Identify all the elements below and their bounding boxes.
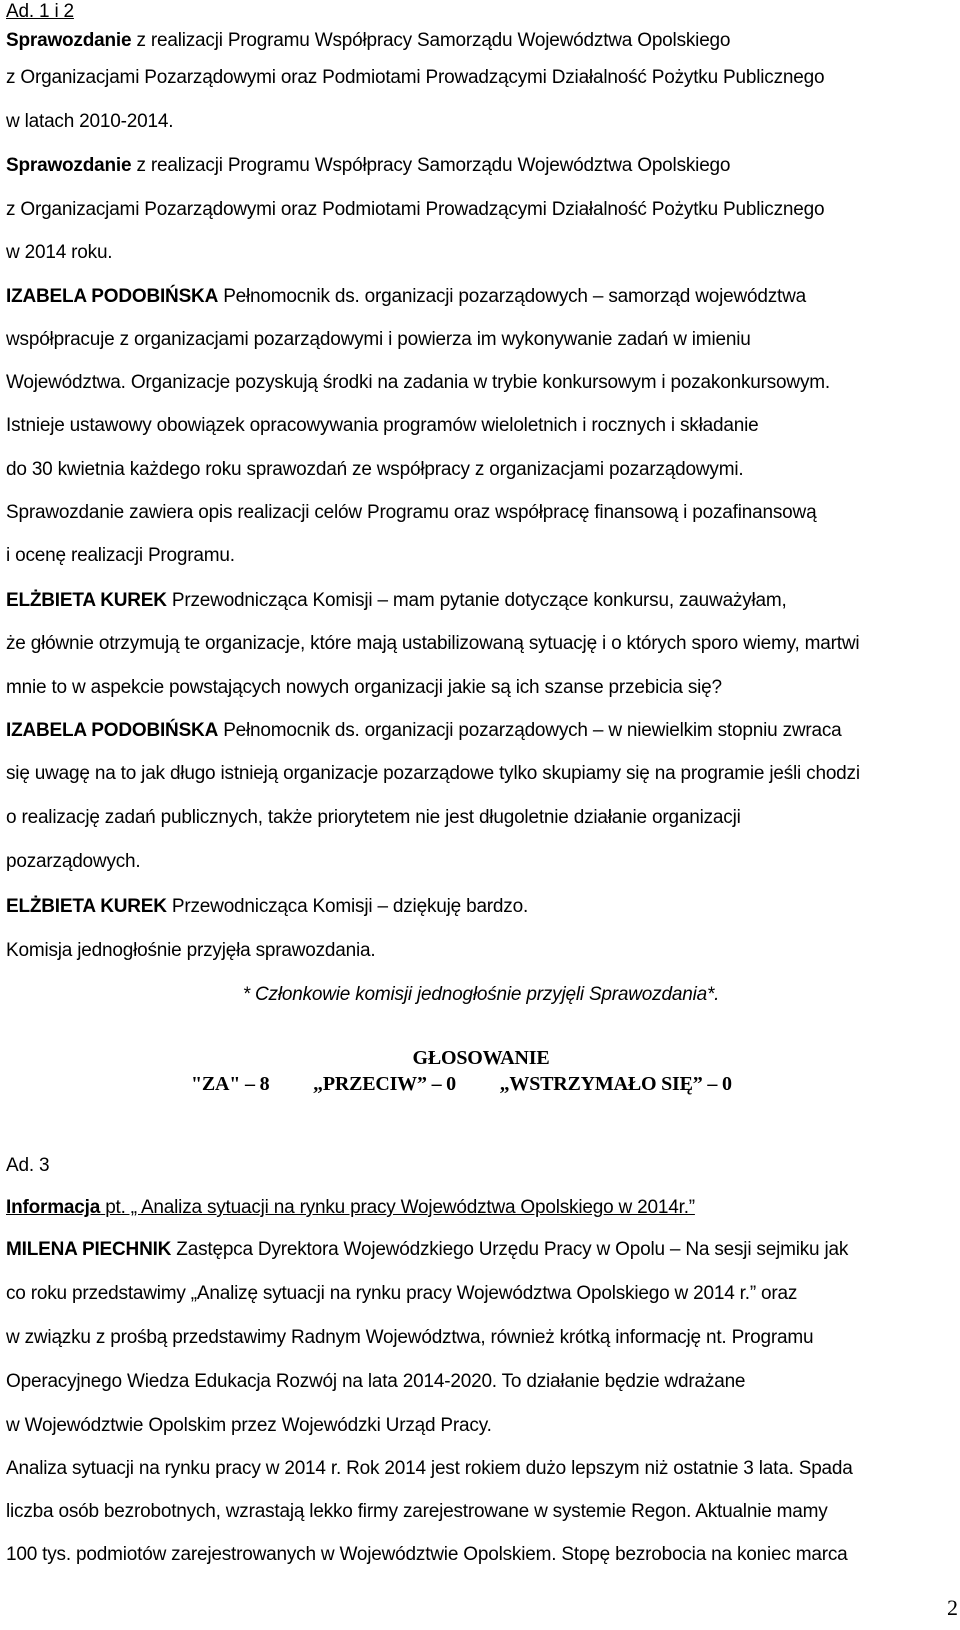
report1-title-bold: Sprawozdanie — [6, 30, 132, 51]
info-label: Informacja — [6, 1197, 101, 1218]
speaker5-line5: w Województwie Opolskim przez Wojewódzki Urząd Pracy. — [6, 1415, 492, 1436]
info-line: Informacja pt. „ Analiza sytuacji na rynku pracy Województwa Opolskiego w 2014r.” — [6, 1197, 695, 1218]
report1-line2: z Organizacjami Pozarządowymi oraz Podmiotami Prowadzącymi Działalność Pożytku Publicznego — [6, 67, 825, 88]
members-note: * Członkowie komisji jednogłośnie przyjęli Sprawozdania*. — [242, 984, 720, 1005]
speaker1-line5: do 30 kwietnia każdego roku sprawozdań ze współpracy z organizacjami pozarządowymi. — [6, 459, 744, 480]
speaker1-line4: Istnieje ustawowy obowiązek opracowywania programów wieloletnich i rocznych i składanie — [6, 415, 759, 436]
report2-line1: Sprawozdanie z realizacji Programu Współpracy Samorządu Województwa Opolskiego — [6, 155, 731, 176]
final-para-line1: Analiza sytuacji na rynku pracy w 2014 r. Rok 2014 jest rokiem dużo lepszym niż ostatnie 3 lata. Spada — [6, 1458, 853, 1479]
speaker1-line1: IZABELA PODOBIŃSKA Pełnomocnik ds. organizacji pozarządowych – samorząd województwa — [6, 286, 807, 307]
agenda-ad-1-2: Ad. 1 i 2 — [6, 1, 74, 22]
agenda-ad-3: Ad. 3 — [6, 1155, 50, 1176]
final-para-line2: liczba osób bezrobotnych, wzrastają lekko firmy zarejestrowane w systemie Regon. Aktualnie mamy — [6, 1501, 828, 1522]
speaker5-line4: Operacyjnego Wiedza Edukacja Rozwój na lata 2014-2020. To działanie będzie wdrażane — [6, 1371, 746, 1392]
report2-line3: w 2014 roku. — [6, 242, 113, 263]
final-para-line3: 100 tys. podmiotów zarejestrowanych w Województwie Opolskiem. Stopę bezrobocia na koniec marca — [6, 1544, 848, 1565]
speaker-name: ELŻBIETA KUREK — [6, 590, 167, 611]
speaker3-line2: się uwagę na to jak długo istnieją organizacje pozarządowe tylko skupiamy się na programie jeśli chodzi — [6, 763, 860, 784]
speaker3-line1: IZABELA PODOBIŃSKA Pełnomocnik ds. organizacji pozarządowych – w niewielkim stopniu zwraca — [6, 720, 842, 741]
speaker5-line2: co roku przedstawimy „Analizę sytuacji na rynku pracy Województwa Opolskiego w 2014 r.” oraz — [6, 1283, 798, 1304]
report2-line2: z Organizacjami Pozarządowymi oraz Podmiotami Prowadzącymi Działalność Pożytku Publicznego — [6, 199, 825, 220]
speaker2-line3: mnie to w aspekcie powstających nowych organizacji jakie są ich szanse przebicia się? — [6, 677, 722, 698]
speaker2-line1: ELŻBIETA KUREK Przewodnicząca Komisji – mam pytanie dotyczące konkursu, zauważyłam, — [6, 590, 787, 611]
speaker3-line4: pozarządowych. — [6, 851, 141, 872]
commission-decision: Komisja jednogłośnie przyjęła sprawozdania. — [6, 940, 376, 961]
speaker-name: MILENA PIECHNIK — [6, 1239, 172, 1260]
vote-przeciw: „PRZECIW” – 0 — [313, 1073, 456, 1095]
vote-results — [191, 1072, 811, 1096]
vote-za: "ZA" – 8 — [191, 1073, 270, 1095]
speaker1-line7: i ocenę realizacji Programu. — [6, 545, 235, 566]
speaker1-line6: Sprawozdanie zawiera opis realizacji celów Programu oraz współpracę finansową i pozafinansową — [6, 502, 817, 523]
speaker-name: IZABELA PODOBIŃSKA — [6, 720, 219, 741]
report2-title-bold: Sprawozdanie — [6, 155, 132, 176]
speaker2-line2: że głównie otrzymują te organizacje, które mają ustabilizowaną sytuację i o których sporo wiemy, martwi — [6, 633, 860, 654]
speaker-name: ELŻBIETA KUREK — [6, 896, 167, 917]
report1-line3: w latach 2010-2014. — [6, 111, 174, 132]
speaker5-line1: MILENA PIECHNIK Zastępca Dyrektora Wojewódzkiego Urzędu Pracy w Opolu – Na sesji sejmiku jak — [6, 1239, 849, 1260]
speaker4-line: ELŻBIETA KUREK Przewodnicząca Komisji – dziękuję bardzo. — [6, 896, 529, 917]
vote-title: GŁOSOWANIE — [412, 1047, 550, 1069]
report1-line1: Sprawozdanie z realizacji Programu Współpracy Samorządu Województwa Opolskiego — [6, 30, 731, 51]
speaker3-line3: o realizację zadań publicznych, także priorytetem nie jest długoletnie działanie organizacji — [6, 807, 741, 828]
speaker5-line3: w związku z prośbą przedstawimy Radnym Województwa, również krótką informację nt. Programu — [6, 1327, 814, 1348]
speaker1-line3: Województwa. Organizacje pozyskują środki na zadania w trybie konkursowym i pozakonkursowym. — [6, 372, 830, 393]
vote-wstrzymalo: „WSTRZYMAŁO SIĘ” – 0 — [499, 1073, 732, 1095]
speaker-name: IZABELA PODOBIŃSKA — [6, 286, 219, 307]
page-number: 2 — [947, 1595, 958, 1620]
speaker1-line2: współpracuje z organizacjami pozarządowymi i powierza im wykonywanie zadań w imieniu — [6, 329, 751, 350]
